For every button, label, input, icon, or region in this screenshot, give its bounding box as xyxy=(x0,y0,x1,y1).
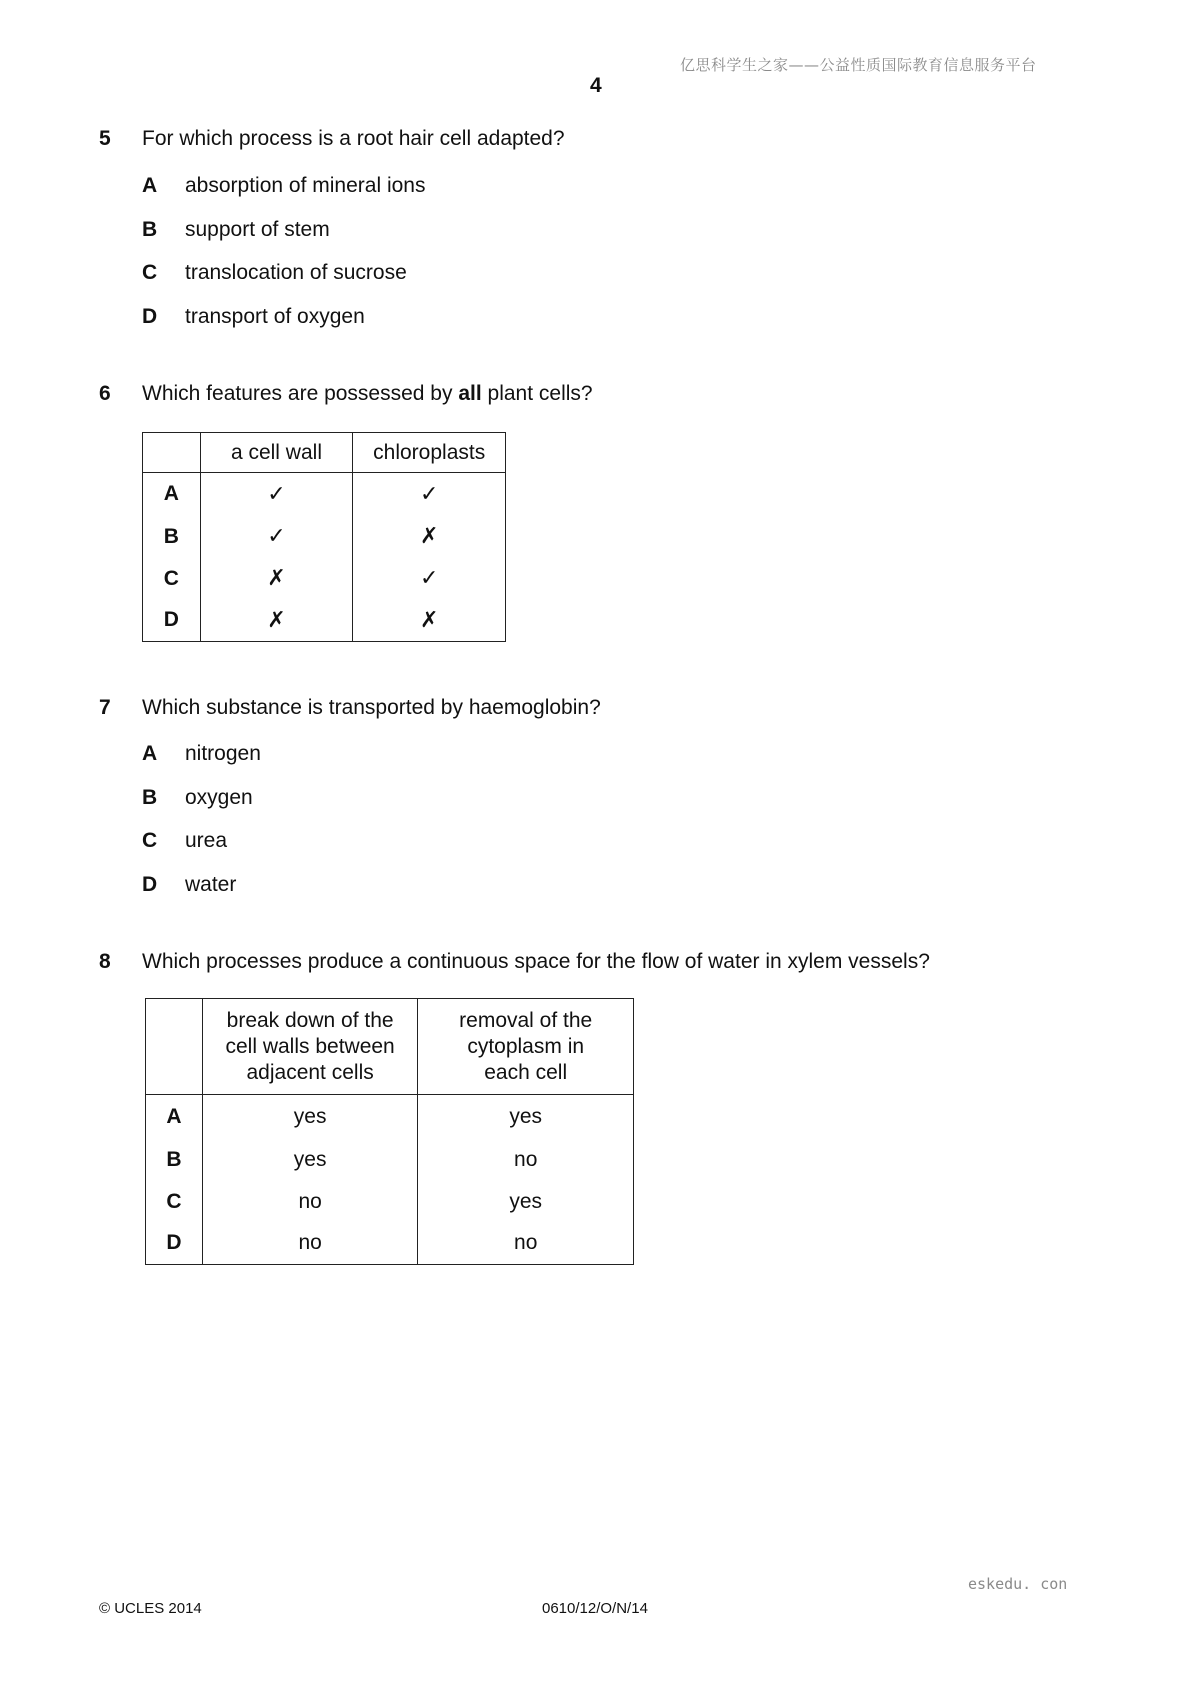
header-cell: a cell wall xyxy=(200,433,353,473)
cross-mark: ✗ xyxy=(200,558,353,600)
question-number: 8 xyxy=(99,950,111,973)
row-label: D xyxy=(146,1223,203,1265)
table-cell: yes xyxy=(202,1139,418,1181)
question-number: 6 xyxy=(99,382,111,405)
option-text: oxygen xyxy=(185,786,253,809)
table-row xyxy=(143,473,506,516)
table-cell: no xyxy=(202,1223,418,1265)
option-letter: C xyxy=(142,261,158,284)
header-cell: break down of the cell walls between adjacent cells xyxy=(202,999,418,1095)
table-cell: yes xyxy=(202,1095,418,1139)
table-row xyxy=(143,558,506,600)
header-cell xyxy=(143,433,201,473)
table-cell: yes xyxy=(418,1095,634,1139)
footer-paper-code: 0610/12/O/N/14 xyxy=(542,1600,648,1617)
row-label: A xyxy=(146,1095,203,1139)
question-text: Which substance is transported by haemoglobin? xyxy=(142,696,601,719)
option-text: translocation of sucrose xyxy=(185,261,407,284)
processes-table xyxy=(145,998,634,1265)
option-letter: A xyxy=(142,742,158,765)
option-text: water xyxy=(185,873,237,896)
footer-watermark: eskedu. con xyxy=(968,1575,1068,1593)
row-label: B xyxy=(143,516,201,558)
row-label: B xyxy=(146,1139,203,1181)
table-row xyxy=(146,1139,634,1181)
table-row xyxy=(146,1181,634,1223)
option-text: absorption of mineral ions xyxy=(185,174,426,197)
page-number: 4 xyxy=(590,74,602,97)
table-row xyxy=(143,600,506,642)
question-text: For which process is a root hair cell adapted? xyxy=(142,127,565,150)
table-cell: yes xyxy=(418,1181,634,1223)
table-cell: no xyxy=(202,1181,418,1223)
table-cell: no xyxy=(418,1139,634,1181)
features-table xyxy=(142,432,506,642)
option-letter: C xyxy=(142,829,158,852)
option-letter: A xyxy=(142,174,158,197)
header-cell xyxy=(146,999,203,1095)
question-number: 5 xyxy=(99,127,111,150)
header-watermark: 亿思科学生之家——公益性质国际教育信息服务平台 xyxy=(680,56,1037,74)
option-letter: D xyxy=(142,873,158,896)
tick-mark: ✓ xyxy=(353,473,506,516)
option-letter: B xyxy=(142,218,158,241)
option-text: transport of oxygen xyxy=(185,305,365,328)
question-text: Which features are possessed by all plant cells? xyxy=(142,382,593,405)
question-number: 7 xyxy=(99,696,111,719)
option-text: nitrogen xyxy=(185,742,261,765)
question-text: Which processes produce a continuous space for the flow of water in xylem vessels? xyxy=(142,950,930,973)
option-text: support of stem xyxy=(185,218,330,241)
header-cell: removal of the cytoplasm in each cell xyxy=(418,999,634,1095)
header-cell: chloroplasts xyxy=(353,433,506,473)
row-label: D xyxy=(143,600,201,642)
option-text: urea xyxy=(185,829,228,852)
footer-copyright: © UCLES 2014 xyxy=(99,1600,202,1617)
cross-mark: ✗ xyxy=(353,600,506,642)
option-letter: B xyxy=(142,786,158,809)
tick-mark: ✓ xyxy=(200,516,353,558)
tick-mark: ✓ xyxy=(200,473,353,516)
table-row xyxy=(146,1095,634,1139)
table-row xyxy=(143,516,506,558)
table-cell: no xyxy=(418,1223,634,1265)
table-row xyxy=(146,1223,634,1265)
cross-mark: ✗ xyxy=(200,600,353,642)
row-label: C xyxy=(146,1181,203,1223)
row-label: A xyxy=(143,473,201,516)
cross-mark: ✗ xyxy=(353,516,506,558)
option-letter: D xyxy=(142,305,158,328)
row-label: C xyxy=(143,558,201,600)
tick-mark: ✓ xyxy=(353,558,506,600)
